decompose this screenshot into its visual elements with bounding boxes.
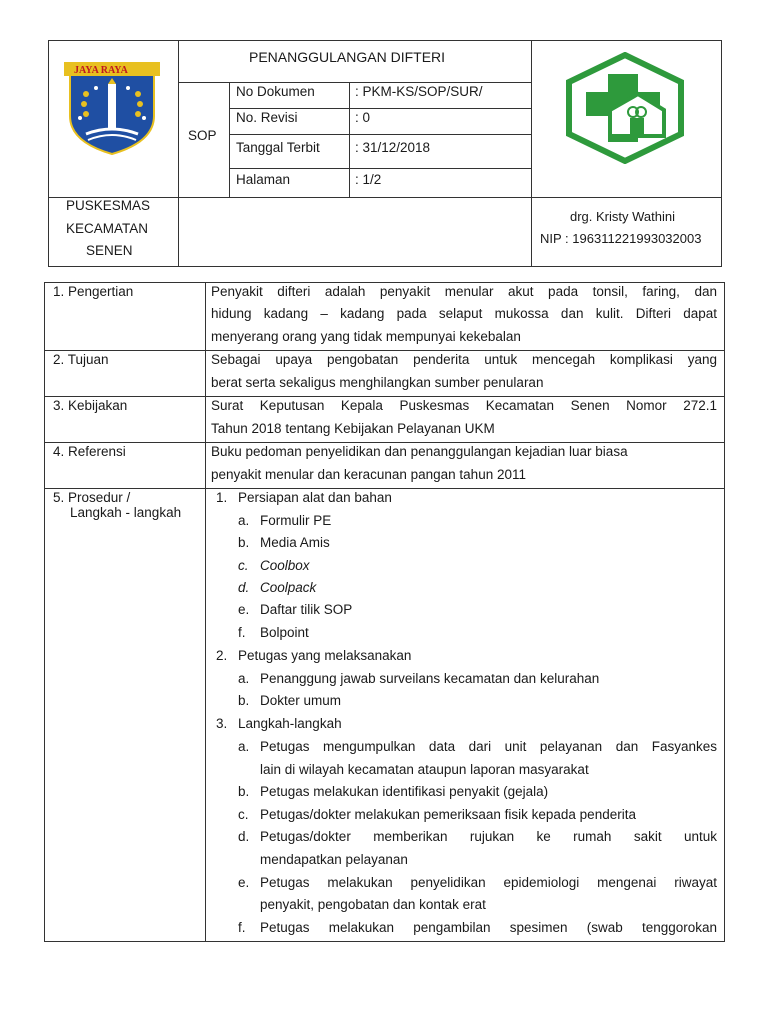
kebijakan-label: 3. Kebijakan — [53, 398, 128, 413]
list-letter: f. — [238, 625, 246, 640]
no-dokumen-value: : PKM-KS/SOP/SUR/ — [355, 84, 483, 99]
step-2-title: Petugas yang melaksanakan — [238, 648, 412, 663]
step-3-number: 3. — [216, 716, 228, 731]
document-title: PENANGGULANGAN DIFTERI — [249, 49, 446, 65]
list-letter: c. — [238, 807, 249, 822]
list-letter: d. — [238, 580, 250, 595]
list-item: Petugas melakukan pengambilan spesimen (swab tenggorokan — [260, 920, 717, 935]
step-1-number: 1. — [216, 490, 228, 505]
signer-nip: NIP : 196311221993032003 — [540, 231, 702, 246]
list-item: Penanggung jawab surveilans kecamatan dan kelurahan — [260, 671, 600, 686]
halaman-value: : 1/2 — [355, 172, 382, 187]
no-dokumen-label: No Dokumen — [236, 84, 315, 99]
list-item: Daftar tilik SOP — [260, 602, 353, 617]
sop-label: SOP — [188, 128, 217, 143]
org-line-1: PUSKESMAS — [66, 198, 151, 213]
tanggal-terbit-label: Tanggal Terbit — [236, 140, 320, 155]
list-item: Coolbox — [260, 558, 310, 573]
list-item: Petugas melakukan identifikasi penyakit (gejala) — [260, 784, 549, 799]
list-letter: a. — [238, 513, 250, 528]
list-letter: b. — [238, 693, 250, 708]
kebijakan-line-2: Tahun 2018 tentang Kebijakan Pelayanan UKM — [211, 421, 495, 436]
pengertian-line-1: Penyakit difteri adalah penyakit menular akut pada tonsil, faring, dan — [211, 284, 717, 299]
list-item-continuation: lain di wilayah kecamatan ataupun laporan masyarakat — [260, 762, 589, 777]
list-item-continuation: penyakit, pengobatan dan kontak erat — [260, 897, 486, 912]
tanggal-terbit-value: : 31/12/2018 — [355, 140, 431, 155]
list-letter: a. — [238, 739, 250, 754]
list-item: Formulir PE — [260, 513, 332, 528]
list-letter: b. — [238, 784, 250, 799]
list-item-continuation: mendapatkan pelayanan — [260, 852, 408, 867]
list-item: Bolpoint — [260, 625, 309, 640]
no-revisi-label: No. Revisi — [236, 110, 298, 125]
list-letter: e. — [238, 602, 250, 617]
list-letter: c. — [238, 558, 249, 573]
list-item: Media Amis — [260, 535, 330, 550]
referensi-label: 4. Referensi — [53, 444, 126, 459]
tujuan-label: 2. Tujuan — [53, 352, 109, 367]
org-line-3: SENEN — [86, 243, 133, 258]
tujuan-line-2: berat serta sekaligus menghilangkan sumber penularan — [211, 375, 544, 390]
pengertian-label: 1. Pengertian — [53, 284, 134, 299]
list-letter: f. — [238, 920, 246, 935]
prosedur-label-1: 5. Prosedur / — [53, 490, 131, 505]
tujuan-line-1: Sebagai upaya pengobatan penderita untuk mencegah komplikasi yang — [211, 352, 717, 367]
referensi-line-1: Buku pedoman penyelidikan dan penanggulangan kejadian luar biasa — [211, 444, 628, 459]
list-item: Coolpack — [260, 580, 317, 595]
step-1-title: Persiapan alat dan bahan — [238, 490, 392, 505]
kebijakan-line-1: Surat Keputusan Kepala Puskesmas Kecamatan Senen Nomor 272.1 — [211, 398, 717, 413]
list-letter: e. — [238, 875, 250, 890]
list-item: Petugas/dokter memberikan rujukan ke rumah sakit untuk — [260, 829, 717, 844]
list-item: Petugas melakukan penyelidikan epidemiologi mengenai riwayat — [260, 875, 717, 890]
pengertian-line-3: menyerang orang yang tidak mempunyai kekebalan — [211, 329, 521, 344]
referensi-line-2: penyakit menular dan keracunan pangan tahun 2011 — [211, 467, 526, 482]
list-letter: b. — [238, 535, 250, 550]
logo-text-jaya: JAYA RAYA — [74, 65, 128, 76]
puskesmas-logo — [564, 52, 686, 164]
org-line-2: KECAMATAN — [66, 221, 149, 236]
jakarta-logo — [62, 58, 162, 156]
prosedur-label-2: Langkah - langkah — [70, 505, 182, 520]
no-revisi-value: : 0 — [355, 110, 371, 125]
pengertian-line-2: hidung kadang – kadang pada selaput mukossa dan kulit. Difteri dapat — [211, 306, 717, 321]
list-item: Petugas mengumpulkan data dari unit pelayanan dan Fasyankes — [260, 739, 717, 754]
list-item: Dokter umum — [260, 693, 342, 708]
step-3-title: Langkah-langkah — [238, 716, 342, 731]
list-letter: d. — [238, 829, 250, 844]
list-letter: a. — [238, 671, 250, 686]
signer-name: drg. Kristy Wathini — [570, 209, 675, 224]
halaman-label: Halaman — [236, 172, 291, 187]
list-item: Petugas/dokter melakukan pemeriksaan fisik kepada penderita — [260, 807, 636, 822]
step-2-number: 2. — [216, 648, 228, 663]
